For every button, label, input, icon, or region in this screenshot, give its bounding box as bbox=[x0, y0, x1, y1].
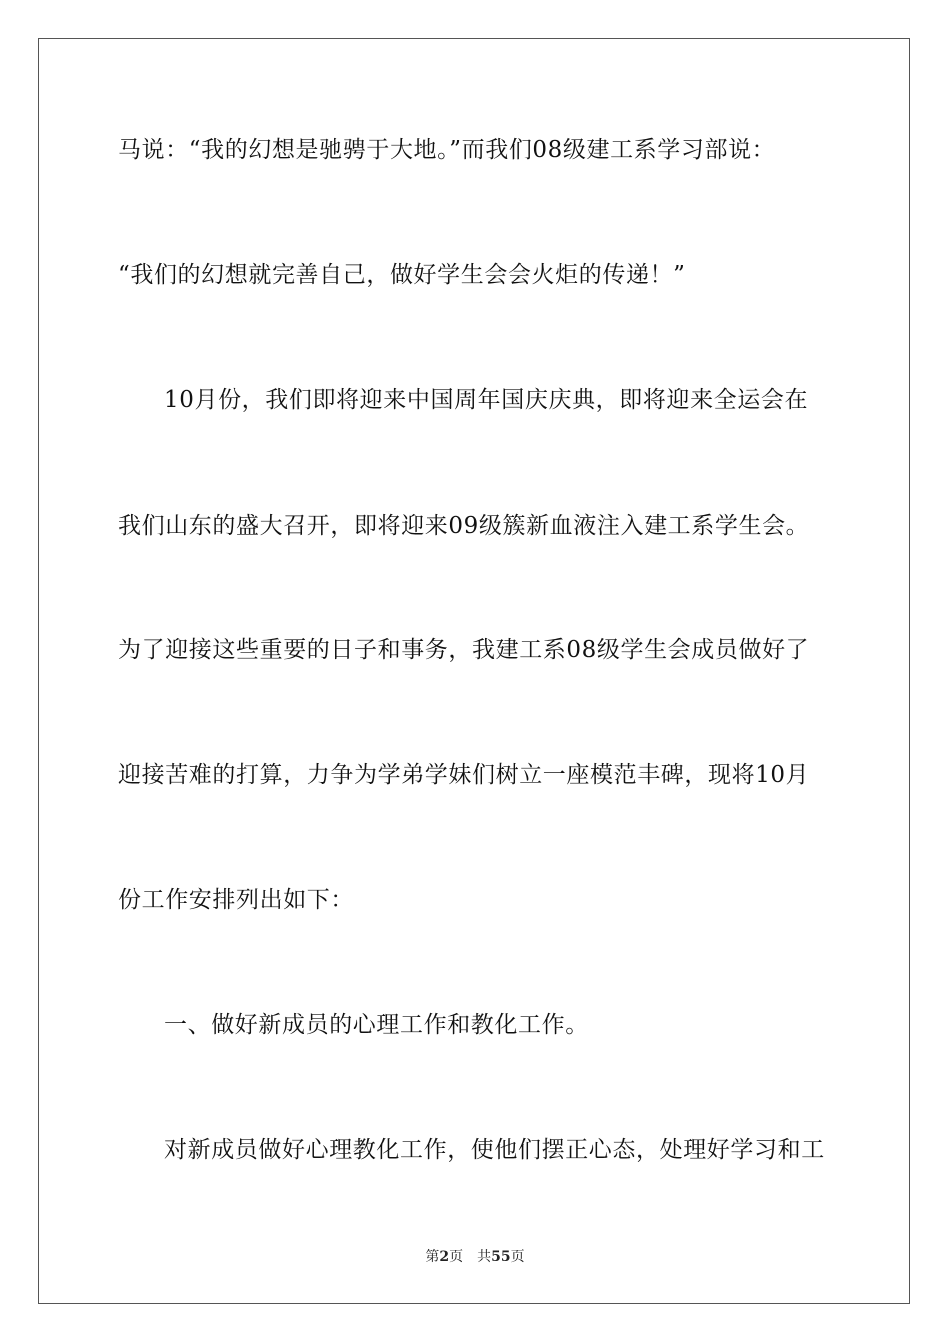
page-prefix: 第 bbox=[425, 1249, 440, 1265]
text-line-3: 10月份，我们即将迎来中国周年国庆庆典，即将迎来全运会在 bbox=[164, 387, 809, 413]
page-frame bbox=[38, 38, 910, 1304]
text-line-5: 为了迎接这些重要的日子和事务，我建工系08级学生会成员做好了 bbox=[118, 637, 810, 663]
total-prefix: 共 bbox=[477, 1249, 492, 1265]
page-footer bbox=[0, 1248, 950, 1266]
page-suffix: 页 bbox=[449, 1249, 464, 1265]
page-number: 2 bbox=[439, 1249, 450, 1265]
text-line-7: 份工作安排列出如下： bbox=[118, 887, 354, 913]
section-heading: 一、做好新成员的心理工作和教化工作。 bbox=[164, 1012, 589, 1038]
text-line-6: 迎接苦难的打算，力争为学弟学妹们树立一座模范丰碑，现将10月 bbox=[118, 762, 810, 788]
text-line-9: 对新成员做好心理教化工作，使他们摆正心态，处理好学习和工 bbox=[164, 1137, 825, 1163]
text-line-4: 我们山东的盛大召开，即将迎来09级簇新血液注入建工系学生会。 bbox=[118, 513, 810, 539]
text-line-2: “我们的幻想就完善自己，做好学生会会火炬的传递！” bbox=[118, 262, 686, 288]
text-line-1: 马说：“我的幻想是驰骋于大地。”而我们08级建工系学习部说： bbox=[118, 137, 776, 163]
total-suffix: 页 bbox=[510, 1249, 525, 1265]
total-pages: 55 bbox=[491, 1249, 511, 1265]
